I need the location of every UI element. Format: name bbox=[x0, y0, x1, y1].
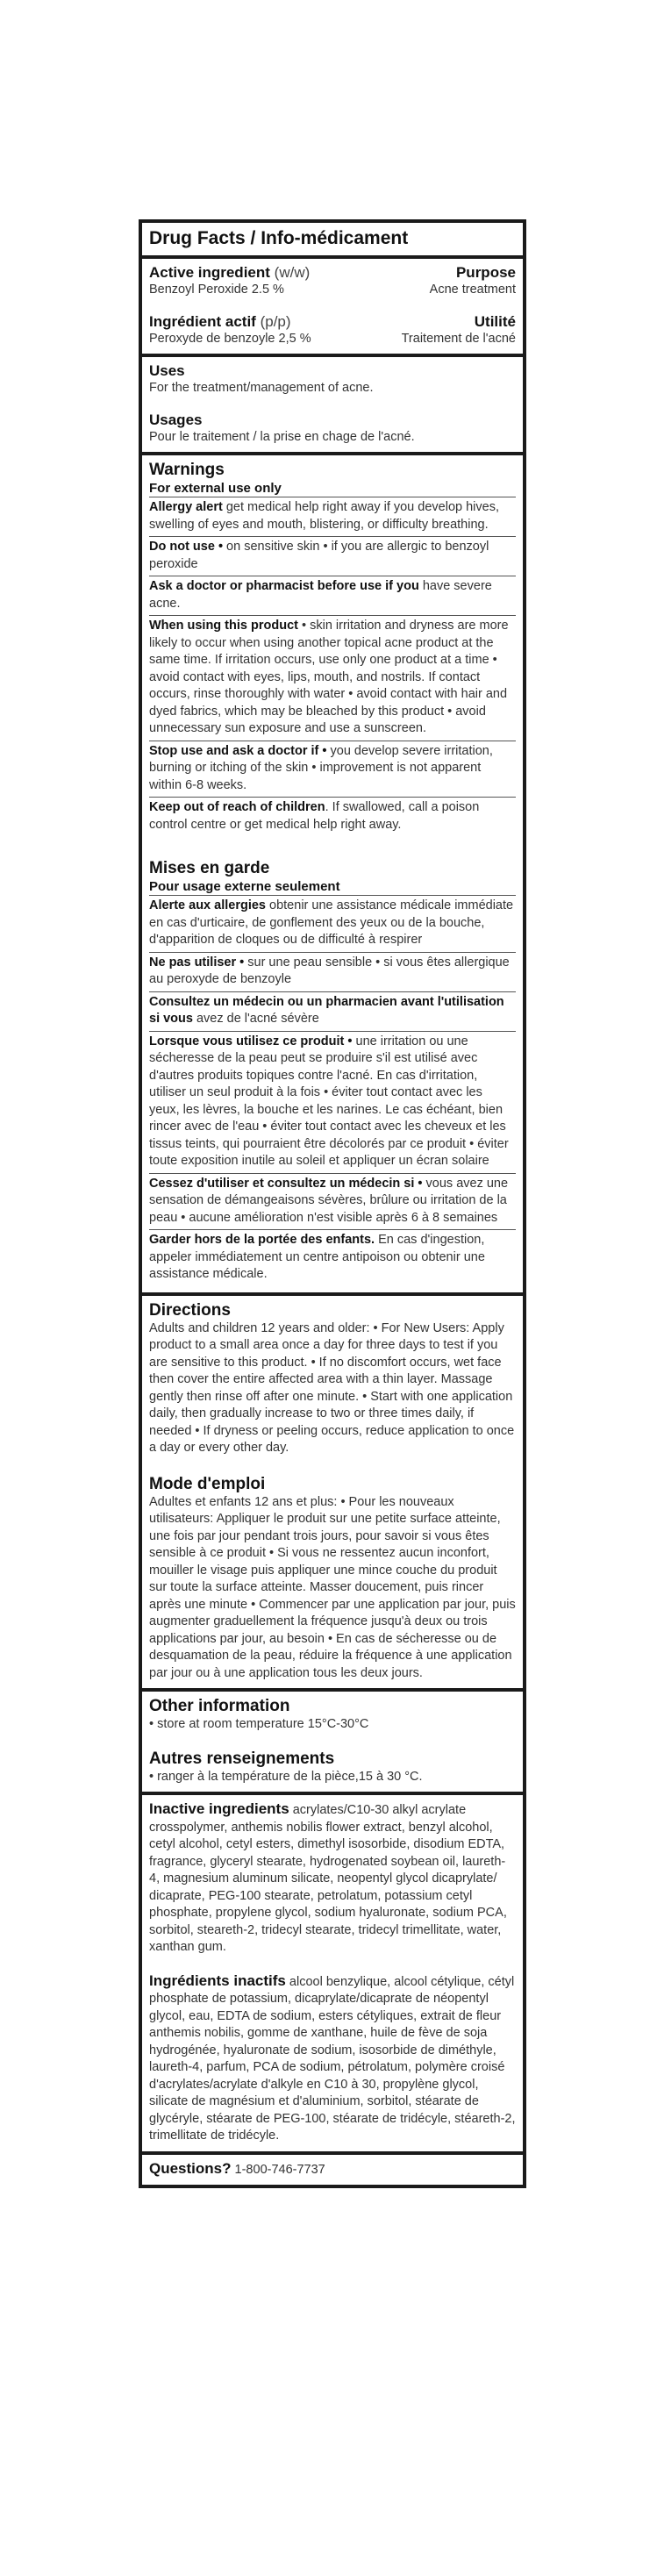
warnings-section bbox=[142, 455, 523, 1296]
active-value-row-fr bbox=[149, 331, 516, 348]
questions-heading: Questions? bbox=[149, 2159, 232, 2177]
other-text-en: • store at room temperature 15°C-30°C bbox=[149, 1717, 369, 1731]
drug-facts-panel bbox=[139, 219, 526, 2188]
warning-item: When using this product • skin irritation and dryness are more likely to occur when using another topical acne product at the same time. If irritation occurs, use only one product at a time • avoid contact with eyes, lips, mouth, and nostrils. If contact occurs, rinse thoroughly with water • avoid contact with hair and dyed fabrics, which may be bleached by this product • avoid unnecessary sun exposure and use a sunscreen. bbox=[149, 615, 516, 741]
title-section bbox=[142, 223, 523, 259]
uses-text-fr: Pour le traitement / la prise en chage de l'acné. bbox=[149, 429, 415, 444]
purpose-heading-en: Purpose bbox=[455, 264, 516, 281]
other-info-section bbox=[142, 1692, 523, 1795]
other-heading-en: Other information bbox=[149, 1697, 290, 1715]
purpose-en: Acne treatment bbox=[429, 283, 516, 297]
inactive-text-fr: alcool benzylique, alcool cétylique, cétyl phosphate de potassium, dicaprylate/dicaprate de néopentyl glycol, eau, EDTA de sodium, esters cétyliques, extrait de fleur anthemis nobilis, gomme de xanthane, huile de fève de soja hydrogénée, hyaluronate de sodium, isosorbide de diméthyle, laureth-4, parfum, PCA de sodium, pétrolatum, polymère croisé d'acrylates/acrylate d'alkyle en C10 à 30, propylène glycol, silicate de magnésium et d'aluminium, sorbitol, stéarate de glycéryle, stéarate de PEG-100, stéarate de tridécyle, stéareth-2, trimellitate de tridécyle. bbox=[149, 1974, 516, 2143]
other-heading-fr: Autres renseignements bbox=[149, 1749, 335, 1768]
active-ingredient-fr: Peroxyde de benzoyle 2,5 % bbox=[149, 331, 311, 346]
purpose-fr: Traitement de l'acné bbox=[401, 331, 516, 346]
warning-item: Cessez d'utiliser et consultez un médecin si • vous avez une sensation de démangeaisons sévères, brûlure ou irritation de la peau • aucune amélioration n'est visible après 6 à 8 semaines bbox=[149, 1173, 516, 1230]
uses-section bbox=[142, 357, 523, 455]
inactive-ingredients-section bbox=[142, 1795, 523, 2155]
active-heading-en: Active ingredient bbox=[149, 264, 270, 281]
warning-item: Do not use • on sensitive skin • if you are allergic to benzoyl peroxide bbox=[149, 536, 516, 576]
warning-item: Ne pas utiliser • sur une peau sensible • si vous êtes allergique au peroxyde de benzoyle bbox=[149, 952, 516, 991]
warnings-sub-en: For external use only bbox=[149, 481, 282, 496]
active-ingredient-en: Benzoyl Peroxide 2.5 % bbox=[149, 283, 284, 297]
directions-text-fr: Adultes et enfants 12 ans et plus: • Pour les nouveaux utilisateurs: Appliquer le produit sur une petite surface atteinte, une fois par jour pendant trois jours, pour savoir si vous êtes sensible à ce produit • Si vous ne ressentez aucun inconfort, mouiller le visage puis appliquer une mince couche du produit sur toute la surface atteinte. Masser doucement, puis rincer après une minute • Commencer par une application par jour, puis augmenter graduellement la fréquence jusqu'à deux ou trois applications par jour, au besoin • En cas de sécheresse ou de desquamation de la peau, réduire la fréquence à une application par jour ou à une application tous les deux jours. bbox=[149, 1494, 516, 1680]
warning-item: Allergy alert get medical help right away if you develop hives, swelling of eyes and mouth, blistering, or difficulty breathing. bbox=[149, 497, 516, 536]
directions-text-en: Adults and children 12 years and older: • For New Users: Apply product to a small area once a day for three days to test if you are sensitive to this product. • If no discomfort occurs, wet face then cover the entire affected area with a thin layer. Massage gently then rinse off after one minute. • Start with one application daily, then gradually increase to two or three times daily, if needed • If dryness or peeling occurs, reduce application to once a day or every other day. bbox=[149, 1320, 515, 1455]
uses-heading-fr: Usages bbox=[149, 411, 203, 428]
inactive-heading-en: Inactive ingredients bbox=[149, 1800, 289, 1817]
inactive-en bbox=[149, 1800, 516, 1957]
active-ingredient-section bbox=[142, 259, 523, 357]
warnings-sub-fr: Pour usage externe seulement bbox=[149, 879, 340, 894]
directions-section bbox=[142, 1296, 523, 1692]
warning-item: Consultez un médecin ou un pharmacien avant l'utilisation si vous avez de l'acné sévère bbox=[149, 991, 516, 1031]
directions-heading-fr: Mode d'emploi bbox=[149, 1474, 266, 1493]
active-heading-row-fr bbox=[149, 313, 516, 331]
warning-item: Lorsque vous utilisez ce produit • une irritation ou une sécheresse de la peau peut se produire s'il est utilisé avec d'autres produits topiques contre l'acné. En cas d'irritation, utiliser un seul produit à la fois • éviter tout contact avec les yeux, les lèvres, la bouche et les narines. Le cas échéant, bien rincer avec de l'eau • éviter tout contact avec les cheveux et les tissus teints, qui pourraient être décolorés par ce produit • éviter toute exposition inutile au soleil et appliquer un écran solaire bbox=[149, 1031, 516, 1173]
active-heading-fr: Ingrédient actif bbox=[149, 312, 256, 330]
warnings-heading-fr: Mises en garde bbox=[149, 859, 270, 877]
inactive-heading-fr: Ingrédients inactifs bbox=[149, 1971, 286, 1989]
uses-text-en: For the treatment/management of acne. bbox=[149, 381, 374, 395]
questions-phone: 1-800-746-7737 bbox=[231, 2162, 325, 2177]
inactive-fr bbox=[149, 1972, 516, 2145]
panel-title: Drug Facts / Info-médicament bbox=[149, 228, 409, 248]
active-value-row-en bbox=[149, 282, 516, 299]
warning-item: Garder hors de la portée des enfants. En cas d'ingestion, appeler immédiatement un centre antipoison ou obtenir une assistance médicale. bbox=[149, 1229, 516, 1286]
uses-heading-en: Uses bbox=[149, 362, 185, 379]
active-unit-fr: (p/p) bbox=[260, 312, 291, 330]
directions-heading-en: Directions bbox=[149, 1300, 231, 1320]
active-unit-en: (w/w) bbox=[274, 264, 311, 281]
questions-section bbox=[142, 2155, 523, 2186]
warning-item: Keep out of reach of children. If swallowed, call a poison control centre or get medical help right away. bbox=[149, 797, 516, 836]
warning-item: Ask a doctor or pharmacist before use if you have severe acne. bbox=[149, 576, 516, 615]
inactive-text-en: acrylates/C10-30 alkyl acrylate crosspolymer, anthemis nobilis flower extract, benzyl alcohol, cetyl alcohol, cetyl esters, dimethyl isosorbide, disodium EDTA, fragrance, glyceryl stearate, hydrogenated soybean oil, laureth-4, magnesium aluminum silicate, neopentyl glycol dicaprylate/ dicaprate, PEG-100 stearate, petrolatum, potassium cetyl phosphate, propylene glycol, sodium hyaluronate, sodium PCA, sorbitol, steareth-2, tridecyl stearate, tridecyl trimellitate, water, xanthan gum. bbox=[149, 1803, 507, 1954]
other-text-fr: • ranger à la température de la pièce,15 à 30 °C. bbox=[149, 1769, 423, 1784]
warnings-heading-en: Warnings bbox=[149, 461, 225, 479]
warning-item: Alerte aux allergies obtenir une assistance médicale immédiate en cas d'urticaire, de gonflement des yeux ou de la bouche, d'apparition de cloques ou de difficulté à respirer bbox=[149, 895, 516, 952]
warning-item: Stop use and ask a doctor if • you develop severe irritation, burning or itching of the skin • improvement is not apparent within 6-8 weeks. bbox=[149, 741, 516, 798]
purpose-heading-fr: Utilité bbox=[474, 312, 516, 330]
active-heading-row-en bbox=[149, 264, 516, 282]
